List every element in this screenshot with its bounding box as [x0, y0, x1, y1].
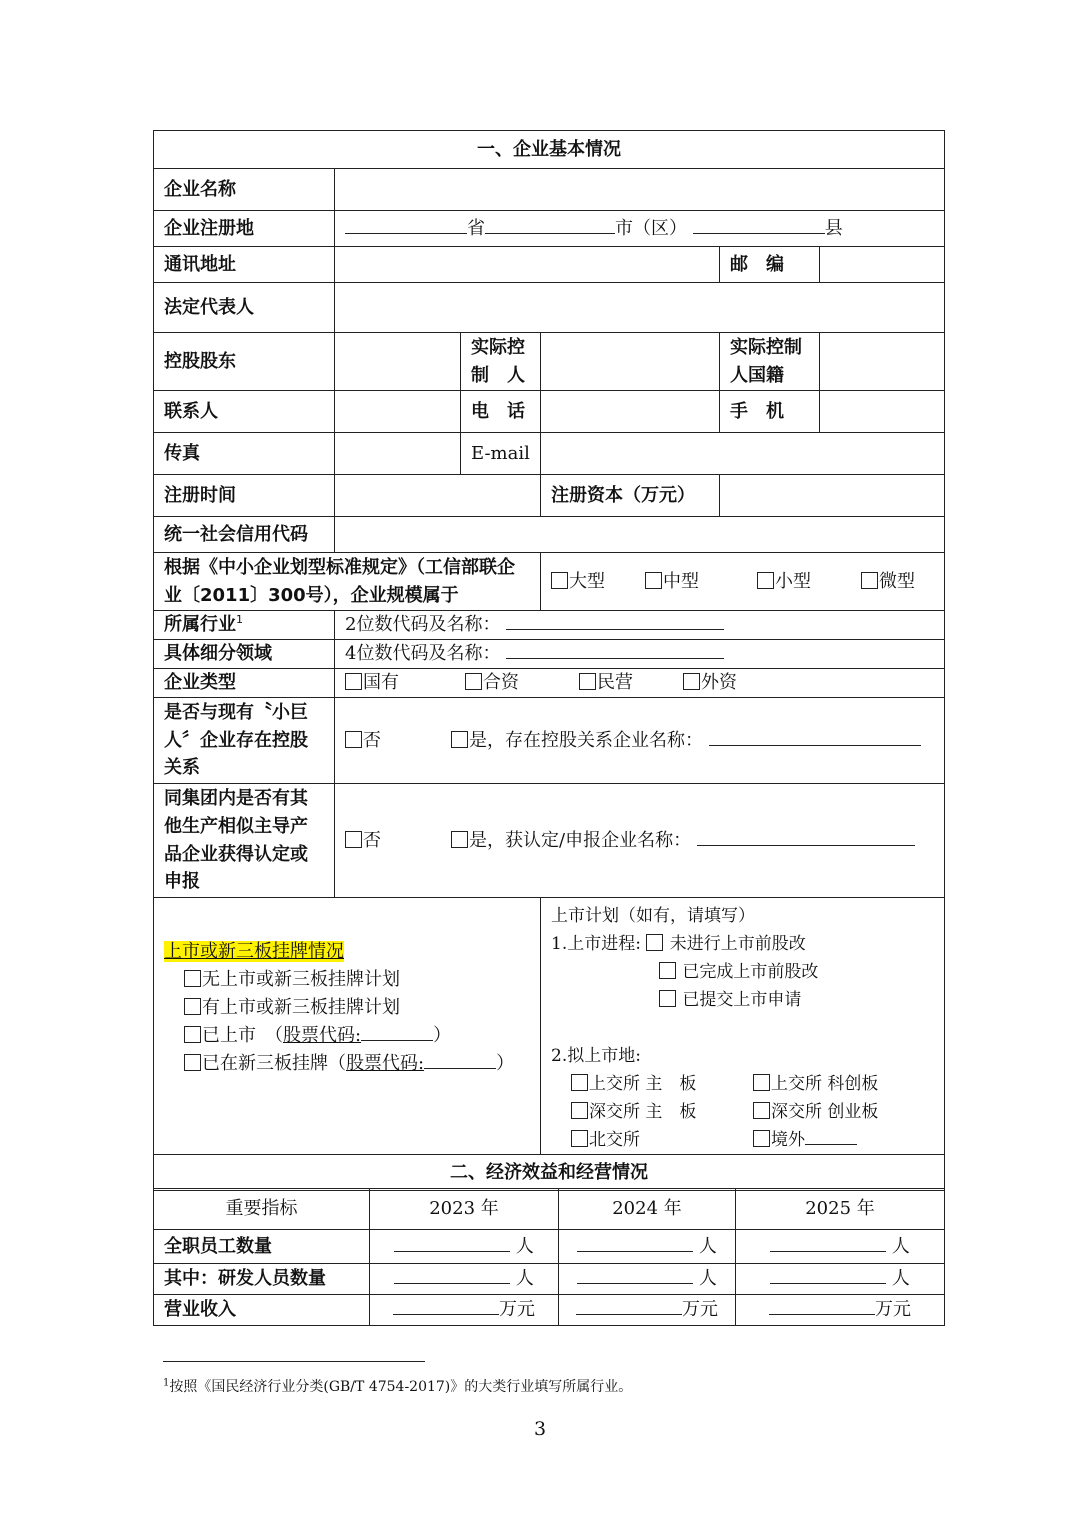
field-rd-2025[interactable] — [736, 1264, 945, 1295]
field-credit-code[interactable] — [335, 517, 945, 553]
progress-opt-2[interactable] — [551, 958, 934, 986]
footnote-text: 按照《国民经济行业分类(GB/T 4754-2017)》的大类行业填写所属行业。 — [169, 1379, 633, 1395]
field-staff-2023[interactable] — [370, 1230, 559, 1264]
label-phone: 电 话 — [461, 391, 541, 433]
reg-xian: 县 — [824, 217, 843, 239]
field-revenue-2024[interactable] — [559, 1295, 736, 1326]
listing-listed-close: ） — [433, 1025, 452, 1046]
section1-title: 一、企业基本情况 — [154, 131, 945, 169]
checkbox[interactable] — [579, 673, 596, 690]
label-contact: 联系人 — [154, 391, 335, 433]
checkbox[interactable] — [753, 1074, 770, 1091]
label-controller-line2: 制 人 — [471, 364, 525, 386]
checkbox[interactable] — [753, 1102, 770, 1119]
row-label-rd-staff: 其中：研发人员数量 — [154, 1264, 370, 1295]
type-option-foreign[interactable] — [683, 669, 737, 697]
label-postcode: 邮 编 — [720, 247, 820, 283]
checkbox[interactable] — [551, 572, 568, 589]
type-private-label: 民营 — [597, 672, 633, 694]
place-szse-gem-label: 深交所 创业板 — [771, 1102, 879, 1122]
listing-status-title: 上市或新三板挂牌情况 — [164, 941, 344, 962]
label-nationality-line2: 人国籍 — [730, 364, 784, 386]
checkbox[interactable] — [757, 572, 774, 589]
group-no-label: 否 — [363, 829, 381, 851]
label-reg-place: 企业注册地 — [154, 211, 335, 247]
scale-large-label: 大型 — [569, 570, 605, 592]
listing-neeq-code-field[interactable] — [424, 1050, 496, 1069]
listing-progress-label: 1.上市进程: — [551, 934, 641, 954]
scale-medium-label: 中型 — [663, 570, 699, 592]
field-reg-time[interactable] — [335, 475, 541, 517]
type-option-state[interactable] — [345, 669, 399, 697]
listing-opt-neeq[interactable] — [164, 1050, 530, 1078]
label-reg-capital: 注册资本（万元） — [541, 475, 720, 517]
field-revenue-2025[interactable] — [736, 1295, 945, 1326]
field-industry[interactable] — [335, 611, 945, 640]
field-controller[interactable] — [541, 333, 720, 391]
giant-yes-label: 是，存在控股关系企业名称： — [469, 729, 703, 751]
unit: 人 — [515, 1235, 534, 1257]
listing-opt-listed[interactable] — [164, 1022, 530, 1050]
field-nationality[interactable] — [820, 333, 945, 391]
scale-options — [541, 553, 945, 611]
progress-opt-2-label: 已完成上市前股改 — [682, 962, 819, 982]
place-opt-szse-main[interactable] — [571, 1098, 753, 1126]
label-credit-code: 统一社会信用代码 — [154, 517, 335, 553]
label-controller — [461, 333, 541, 391]
unit: 万元 — [682, 1299, 718, 1321]
reg-shi: 市（区） — [615, 217, 687, 239]
place-sse-star-label: 上交所 科创板 — [771, 1074, 879, 1094]
listing-opt-plan[interactable] — [164, 994, 530, 1022]
checkbox[interactable] — [345, 731, 362, 748]
place-opt-sse-main[interactable] — [571, 1070, 753, 1098]
enterprise-form-table — [153, 130, 945, 1191]
field-postcode[interactable] — [820, 247, 945, 283]
label-industry — [154, 611, 335, 640]
place-opt-bse[interactable] — [571, 1126, 753, 1154]
type-foreign-label: 外资 — [701, 672, 737, 694]
listing-opt-none-label: 无上市或新三板挂牌计划 — [202, 969, 400, 990]
listing-status-cell — [154, 898, 541, 1155]
scale-small-label: 小型 — [775, 570, 811, 592]
checkbox[interactable] — [184, 998, 201, 1015]
field-phone[interactable] — [541, 391, 720, 433]
listing-place-label: 2.拟上市地: — [551, 1046, 641, 1066]
field-fax[interactable] — [335, 433, 461, 475]
giant-option-no[interactable] — [345, 727, 381, 755]
label-fax: 传真 — [154, 433, 335, 475]
field-rd-2024[interactable] — [559, 1264, 736, 1295]
industry-code-hint: 2位数代码及名称： — [345, 614, 501, 636]
label-giant-relation: 是否与现有〝小巨人〞企业存在控股关系 — [154, 698, 335, 784]
field-address[interactable] — [335, 247, 720, 283]
field-staff-2025[interactable] — [736, 1230, 945, 1264]
row-label-revenue: 营业收入 — [154, 1295, 370, 1326]
giant-option-yes[interactable] — [451, 730, 921, 751]
checkbox[interactable] — [659, 990, 676, 1007]
field-company-name[interactable] — [335, 169, 945, 211]
giant-relation-options — [335, 698, 945, 784]
checkbox[interactable] — [184, 1026, 201, 1043]
type-joint-label: 合资 — [483, 672, 519, 694]
place-szse-main-label: 深交所 主 板 — [589, 1102, 697, 1122]
group-yes-label: 是，获认定/申报企业名称： — [469, 829, 692, 851]
unit: 人 — [698, 1235, 717, 1257]
footnote — [163, 1376, 632, 1396]
label-subfield: 具体细分领域 — [154, 640, 335, 669]
field-contact[interactable] — [335, 391, 461, 433]
listing-neeq-code-label: 股票代码: — [346, 1053, 425, 1074]
industry-footnote-mark: 1 — [236, 613, 243, 627]
checkbox[interactable] — [571, 1074, 588, 1091]
listing-plan-title: 上市计划（如有，请填写） — [551, 906, 755, 926]
label-nationality — [720, 333, 820, 391]
field-holder[interactable] — [335, 333, 461, 391]
industry-label-text: 所属行业 — [164, 614, 236, 636]
col-header-2025: 2025 年 — [736, 1189, 945, 1230]
place-opt-szse-gem[interactable] — [753, 1102, 878, 1122]
checkbox[interactable] — [345, 673, 362, 690]
checkbox[interactable] — [345, 831, 362, 848]
label-reg-time: 注册时间 — [154, 475, 335, 517]
company-type-options — [335, 669, 945, 698]
field-reg-place[interactable] — [335, 211, 945, 247]
field-rd-2023[interactable] — [370, 1264, 559, 1295]
group-relation-options — [335, 784, 945, 898]
footnote-mark: 1 — [163, 1377, 170, 1389]
field-email[interactable] — [541, 433, 945, 475]
checkbox[interactable] — [184, 1054, 201, 1071]
checkbox[interactable] — [753, 1130, 770, 1147]
checkbox[interactable] — [571, 1130, 588, 1147]
unit: 人 — [891, 1268, 910, 1290]
field-revenue-2023[interactable] — [370, 1295, 559, 1326]
table-row — [154, 1230, 945, 1264]
label-company-name: 企业名称 — [154, 169, 335, 211]
checkbox[interactable] — [451, 731, 468, 748]
footnote-divider — [163, 1361, 425, 1362]
field-subfield[interactable] — [335, 640, 945, 669]
label-scale: 根据《中小企业划型标准规定》（工信部联企业〔2011〕300号），企业规模属于 — [154, 553, 541, 611]
progress-opt-3[interactable] — [551, 986, 934, 1014]
page-number: 3 — [533, 1418, 547, 1440]
place-bse-label: 北交所 — [589, 1130, 640, 1150]
subfield-code-hint: 4位数代码及名称： — [345, 643, 501, 665]
col-header-2024: 2024 年 — [559, 1189, 736, 1230]
progress-opt-1[interactable] — [646, 934, 805, 954]
listing-listed-code-label: 股票代码: — [283, 1025, 362, 1046]
progress-opt-3-label: 已提交上市申请 — [682, 990, 802, 1010]
type-option-joint[interactable] — [465, 669, 519, 697]
listing-opt-none[interactable] — [164, 966, 530, 994]
label-email: E-mail — [461, 433, 541, 475]
type-state-label: 国有 — [363, 672, 399, 694]
label-legal-rep: 法定代表人 — [154, 283, 335, 333]
label-nationality-line1: 实际控制 — [730, 336, 802, 358]
group-option-no[interactable] — [345, 827, 381, 855]
type-option-private[interactable] — [579, 669, 633, 697]
field-legal-rep[interactable] — [335, 283, 945, 333]
listing-neeq-close: ） — [496, 1053, 515, 1074]
scale-option-micro[interactable] — [861, 568, 915, 596]
unit: 万元 — [499, 1299, 535, 1321]
listing-opt-listed-label: 已上市 （ — [202, 1025, 283, 1046]
scale-micro-label: 微型 — [879, 570, 915, 592]
checkbox[interactable] — [659, 962, 676, 979]
label-controller-line1: 实际控 — [471, 336, 525, 358]
checkbox[interactable] — [451, 831, 468, 848]
scale-option-large[interactable] — [551, 568, 605, 596]
col-header-2023: 2023 年 — [370, 1189, 559, 1230]
listing-opt-neeq-label: 已在新三板挂牌（ — [202, 1053, 346, 1074]
checkbox[interactable] — [465, 673, 482, 690]
field-staff-2024[interactable] — [559, 1230, 736, 1264]
section2-title: 二、经济效益和经营情况 — [154, 1155, 945, 1191]
label-holder: 控股股东 — [154, 333, 335, 391]
unit: 人 — [515, 1268, 534, 1290]
listing-opt-plan-label: 有上市或新三板挂牌计划 — [202, 997, 400, 1018]
checkbox[interactable] — [571, 1102, 588, 1119]
table-row — [154, 1295, 945, 1326]
col-header-indicator: 重要指标 — [154, 1189, 370, 1230]
place-overseas-label: 境外 — [771, 1130, 805, 1150]
table-row — [154, 1264, 945, 1295]
label-mobile: 手 机 — [720, 391, 820, 433]
field-reg-capital[interactable] — [720, 475, 945, 517]
reg-sheng: 省 — [467, 217, 485, 239]
scale-option-small[interactable] — [757, 568, 811, 596]
unit: 人 — [698, 1268, 717, 1290]
listing-listed-code-field[interactable] — [361, 1022, 433, 1041]
place-opt-overseas[interactable] — [753, 1130, 857, 1150]
checkbox[interactable] — [683, 673, 700, 690]
progress-opt-1-label: 未进行上市前股改 — [669, 934, 806, 954]
giant-no-label: 否 — [363, 729, 381, 751]
field-mobile[interactable] — [820, 391, 945, 433]
economic-table — [153, 1188, 945, 1326]
listing-plan-cell — [541, 898, 945, 1155]
checkbox[interactable] — [646, 934, 663, 951]
unit: 人 — [891, 1235, 910, 1257]
group-option-yes[interactable] — [451, 830, 915, 851]
checkbox[interactable] — [184, 970, 201, 987]
label-address: 通讯地址 — [154, 247, 335, 283]
checkbox[interactable] — [645, 572, 662, 589]
place-sse-main-label: 上交所 主 板 — [589, 1074, 697, 1094]
checkbox[interactable] — [861, 572, 878, 589]
place-opt-sse-star[interactable] — [753, 1074, 878, 1094]
unit: 万元 — [875, 1299, 911, 1321]
label-company-type: 企业类型 — [154, 669, 335, 698]
scale-option-medium[interactable] — [645, 568, 699, 596]
row-label-staff: 全职员工数量 — [154, 1230, 370, 1264]
label-group-relation: 同集团内是否有其他生产相似主导产品企业获得认定或申报 — [154, 784, 335, 898]
